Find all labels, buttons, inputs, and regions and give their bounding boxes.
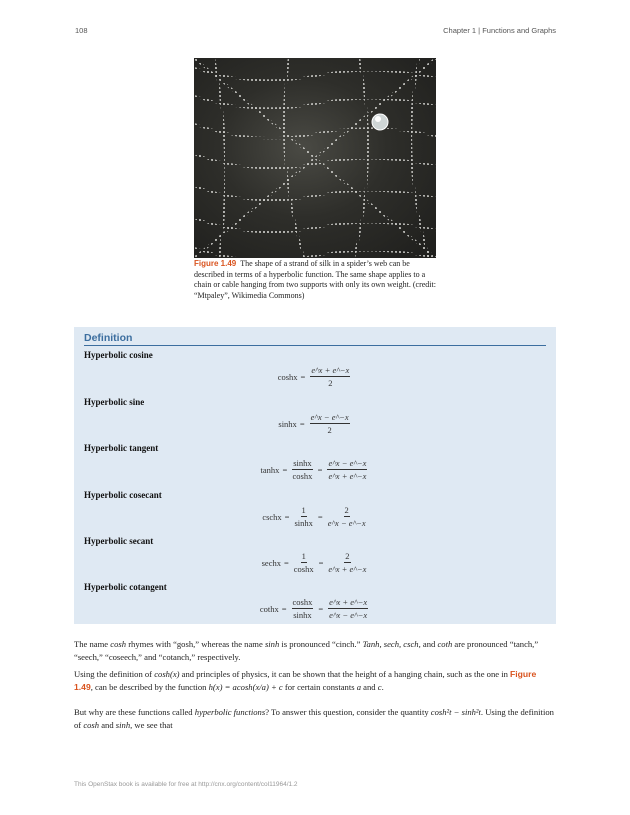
term-hyperbolic-secant: Hyperbolic secant	[84, 536, 154, 546]
text: rhymes with “gosh,” whereas the name	[126, 639, 265, 649]
math-inline: cosh(x)	[154, 669, 180, 679]
formula-lhs: tanhx	[260, 464, 280, 475]
formula-sinh: sinhx = $\frac{e\^{}x - e\^{}-x}{2}$	[278, 412, 349, 435]
caption-text: The shape of a strand of silk in a spider’s web can be described in terms of a hyperbolic function. The same shape applies to a chain or cable hanging from two supports with only its own weight. (credit: “Mtpaley”, Wikimedia Commons)	[194, 259, 436, 300]
text: and	[420, 639, 438, 649]
text: and principles of physics, it can be shown that the height of a hanging chain, such as the one in	[179, 669, 511, 679]
formula-denominator: 2	[327, 425, 332, 435]
paragraph-why-hyperbolic	[74, 706, 556, 731]
term-coth: coth	[437, 639, 453, 649]
text: is pronounced “cinch.”	[279, 639, 363, 649]
formula-denominator: sinhx	[293, 610, 312, 620]
formula-numerator: sinhx	[293, 458, 312, 468]
formula-numerator: e^x − e^−x	[310, 412, 349, 422]
figure-link[interactable]: Figure 1.49	[74, 669, 537, 692]
text: But why are these functions called	[74, 707, 195, 717]
formula-numerator-2: e^x + e^−x	[329, 597, 368, 607]
formula-lhs: coshx	[277, 371, 298, 382]
formula-lhs: sechx	[261, 557, 281, 568]
math-inline: cosh	[83, 719, 100, 730]
text: and	[361, 681, 378, 692]
term-hyperbolic-cosine: Hyperbolic cosine	[84, 350, 153, 360]
formula-numerator-2: e^x − e^−x	[328, 458, 367, 468]
formula-denominator-2: e^x + e^−x	[328, 564, 367, 574]
term-names: Tanh, sech, csch,	[362, 639, 421, 649]
formula-numerator: 1	[301, 551, 306, 561]
definition-box	[74, 327, 556, 624]
paragraph-names	[74, 638, 556, 663]
term-hyperbolic-cotangent: Hyperbolic cotangent	[84, 582, 167, 592]
term-sinh: sinh	[264, 639, 280, 649]
term-hyperbolic-tangent: Hyperbolic tangent	[84, 443, 159, 453]
page-number: 108	[75, 26, 88, 35]
formula-denominator: coshx	[293, 564, 314, 574]
formula-tanh: tanhx = $\frac{\sinh x}{\cosh x}$ = $\frac{e\^{}x - e\^{}-x}{e\^{}x + e\^{}-x}$	[260, 458, 367, 481]
formula-denominator: coshx	[292, 471, 313, 481]
formula-denominator: sinhx	[294, 518, 313, 528]
formula-denominator-2: e^x − e^−x	[327, 518, 366, 528]
figure-label: Figure 1.49	[194, 259, 237, 268]
formula-lhs: cschx	[262, 511, 282, 522]
text: , can be described by the function	[90, 681, 209, 692]
math-inline: c	[377, 681, 382, 692]
text: The name	[74, 639, 111, 649]
text: . Using the definition of	[74, 707, 554, 730]
text: .	[381, 681, 384, 692]
spider-web-image	[194, 58, 436, 258]
figure-caption	[194, 259, 440, 301]
formula-coth: cothx = $\frac{\cosh x}{\sinh x}$ = $\frac{e\^{}x + e\^{}-x}{e\^{}x - e\^{}-x}$	[259, 597, 368, 620]
formula-lhs: sinhx	[278, 418, 297, 429]
math-inline: cosh²t − sinh²t	[430, 707, 481, 717]
chapter-header: Chapter 1 | Functions and Graphs	[443, 26, 556, 35]
formula-denominator: 2	[328, 378, 333, 388]
formula-numerator-2: 2	[345, 551, 350, 561]
formula-cosh: coshx = $\frac{e\^{}x + e\^{}-x}{2}$	[277, 365, 350, 388]
term-hyperbolic-sine: Hyperbolic sine	[84, 397, 145, 407]
formula-numerator: 1	[301, 505, 306, 515]
formula-lhs: cothx	[259, 603, 279, 614]
text: and	[99, 719, 116, 730]
spider-web-photo	[194, 58, 436, 258]
text: Using the definition of	[74, 669, 155, 679]
text: ? To answer this question, consider the quantity	[265, 707, 431, 717]
text: are pronounced “tanch,” “seech,” “coseech,” and “cotanch,” respectively.	[74, 639, 539, 662]
formula-denominator-2: e^x + e^−x	[328, 471, 367, 481]
formula-csch: cschx = $\frac{1}{\sinh x}$ = $\frac{2}{e\^{}x - e\^{}-x}$	[262, 505, 366, 528]
formula-sech: sechx = $\frac{1}{\cosh x}$ = $\frac{2}{e\^{}x + e\^{}-x}$	[261, 551, 367, 574]
math-inline: sinh	[115, 719, 131, 730]
page-footer: This OpenStax book is available for free at http://cnx.org/content/col11964/1.2	[74, 781, 298, 788]
formula-numerator: e^x + e^−x	[311, 365, 350, 375]
term-cosh: cosh	[110, 639, 127, 649]
term-hyperbolic-cosecant: Hyperbolic cosecant	[84, 490, 162, 500]
text: for certain constants	[282, 681, 357, 692]
formula-denominator-2: e^x − e^−x	[329, 610, 368, 620]
formula-numerator: coshx	[292, 597, 313, 607]
emphasis: hyperbolic functions	[194, 707, 266, 717]
definition-title: Definition	[84, 332, 546, 346]
text: , we see that	[130, 719, 173, 730]
formula-numerator-2: 2	[344, 505, 349, 515]
math-inline: a	[356, 681, 362, 692]
paragraph-hanging-chain	[74, 668, 556, 693]
math-inline: h(x) = acosh(x/a) + c	[208, 681, 283, 692]
